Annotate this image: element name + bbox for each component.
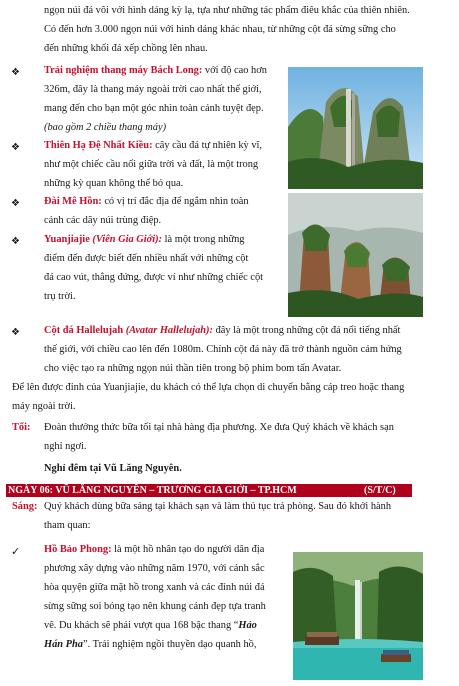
attraction-title: Cột đá Hallelujah — [44, 325, 126, 336]
attraction-text: cho việc tạo ra những ngọn núi thần tiên trong bộ phim bom tấn Avatar. — [44, 363, 342, 374]
attraction-text: thế giới, với chiều cao lên đến 1080m. Chính cột đá này đã trở thành nguồn cảm hứng — [44, 344, 402, 355]
attraction-title: Yuanjiajie — [44, 234, 93, 245]
attraction-title: Trải nghiệm thang máy Bách Long: — [44, 65, 203, 76]
diamond-bullet-icon: ❖ — [11, 327, 20, 338]
attraction-title: Thiên Hạ Đệ Nhất Kiều: — [44, 140, 153, 151]
attraction-text: sừng sững soi bóng tạo nên khung cảnh đẹp tựa tranh — [44, 601, 266, 612]
intro-line: đến những khối đá xếp chồng lên nhau. — [44, 43, 208, 54]
bailong-elevator-photo — [288, 67, 423, 189]
intro-line: ngọn núi đá vôi với hình dáng kỳ lạ, tựa như những tác phẩm điêu khắc của thiên nhiên. — [44, 5, 410, 16]
attraction-note: (bao gồm 2 chiều thang máy) — [44, 122, 167, 133]
evening-label: Tối: — [12, 422, 31, 433]
diamond-bullet-icon: ❖ — [11, 142, 20, 153]
attraction-title: Hồ Bảo Phong: — [44, 544, 112, 555]
attraction-text: có vị trí đắc địa để ngắm nhìn toàn — [101, 196, 249, 207]
evening-text: Đoàn thưởng thức bữa tối tại nhà hàng địa phương. Xe đưa Quý khách về khách sạn — [44, 422, 394, 433]
attraction-emphasis: Hán Pha — [44, 639, 83, 650]
evening-text: nghỉ ngơi. — [44, 441, 87, 452]
attraction-text: vẽ. Du khách sẽ phải vượt qua 168 bậc thang “ — [44, 620, 239, 631]
attraction-text: cảnh các dãy núi trùng điệp. — [44, 215, 162, 226]
diamond-bullet-icon: ❖ — [11, 67, 20, 78]
attraction-text: ”. Trải nghiệm ngồi thuyền dạo quanh hồ, — [82, 639, 257, 650]
attraction-title-italic: (Avatar Hallelujah): — [125, 325, 213, 336]
morning-text: Quý khách dùng bữa sáng tại khách sạn và làm thủ tục trả phòng. Sau đó khởi hành — [44, 501, 392, 512]
attraction-text: mang đến cho bạn một góc nhìn toàn cảnh tuyệt đẹp. — [44, 103, 264, 114]
morning-label: Sáng: — [12, 501, 38, 512]
transport-text: máy ngoài trời. — [12, 401, 76, 412]
baofeng-lake-photo — [293, 552, 423, 680]
attraction-text: đá cao vút, thẳng đứng, được ví như những chiếc cột — [44, 272, 264, 283]
attraction-text: là một hồ nhân tạo do người dân địa — [111, 544, 265, 555]
attraction-text: 326m, đây là thang máy ngoài trời cao nhất thế giới, — [44, 84, 262, 95]
day-header-title: NGÀY 06: VŨ LĂNG NGUYÊN – TRƯƠNG GIA GIỚI – TP.HCM — [8, 485, 297, 496]
yuanjiajie-photo — [288, 193, 423, 317]
attraction-text: hòa quyện giữa mặt hồ trong xanh và các đỉnh núi đá — [44, 582, 265, 593]
intro-line: Có đến hơn 3.000 ngọn núi với hình dáng khác nhau, từ những cột đá sừng sững cho — [44, 24, 396, 35]
transport-text: Để lên được đỉnh của Yuanjiajie, du khách có thể lựa chọn di chuyển bằng cáp treo hoặc thang — [12, 382, 405, 393]
check-bullet-icon: ✓ — [11, 545, 21, 558]
attraction-text: là một trong những — [162, 234, 245, 245]
diamond-bullet-icon: ❖ — [11, 236, 20, 247]
attraction-text: cây cầu đá tự nhiên kỳ vĩ, — [152, 140, 263, 151]
attraction-text: như một chiếc cầu nối giữa trời và đất, là một trong — [44, 159, 259, 170]
attraction-text: điểm đến được biết đến nhiều nhất với những cột — [44, 253, 249, 264]
attraction-text: phương xây dựng vào những năm 1970, với cảnh sắc — [44, 563, 265, 574]
attraction-title: Đài Mê Hồn: — [44, 196, 102, 207]
attraction-emphasis: Hảo — [238, 620, 257, 631]
diamond-bullet-icon: ❖ — [11, 198, 20, 209]
attraction-text: đây là một trong những cột đá nổi tiếng nhất — [212, 325, 401, 336]
day-meals: (S/T/C) — [364, 485, 396, 496]
morning-text: tham quan: — [44, 520, 91, 531]
attraction-text: với độ cao hơn — [202, 65, 267, 76]
attraction-title-italic: (Viên Gia Giới): — [92, 234, 163, 245]
attraction-text: trụ trời. — [44, 291, 76, 302]
overnight-note: Nghỉ đêm tại Vũ Lăng Nguyên. — [44, 463, 182, 474]
attraction-text: những kỳ quan không thể bỏ qua. — [44, 178, 184, 189]
day-header-bar — [6, 484, 412, 497]
